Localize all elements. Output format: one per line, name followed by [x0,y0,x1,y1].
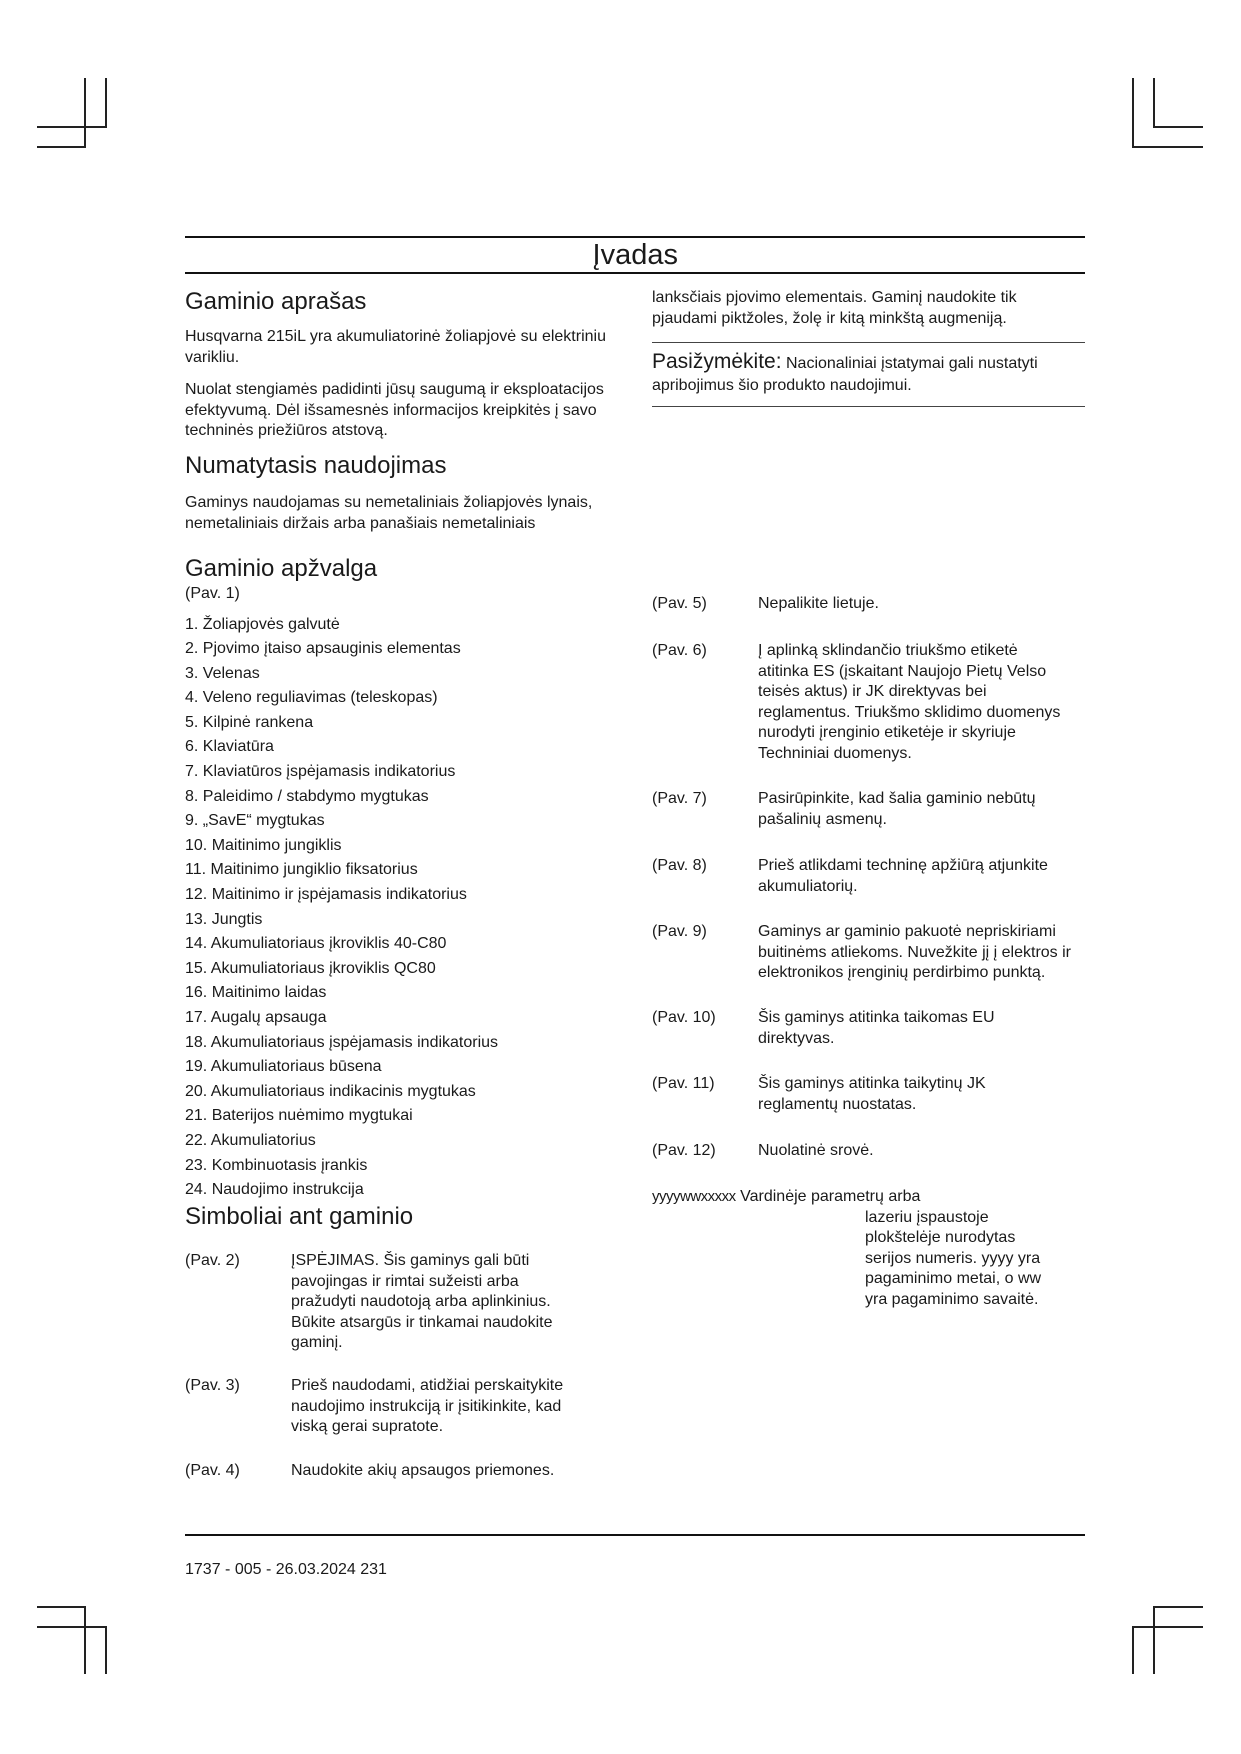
intended-use-heading: Numatytasis naudojimas [185,452,447,479]
title-rule-top [185,236,1085,238]
overview-item: 7. Klaviatūros įspėjamasis indikatorius [185,763,456,781]
overview-item: 4. Veleno reguliavimas (teleskopas) [185,689,438,707]
crop-mark [1132,1626,1203,1628]
symbol-ref: (Pav. 12) [652,1142,716,1159]
crop-mark [1132,1626,1134,1674]
overview-item: 17. Augalų apsauga [185,1009,327,1026]
symbol-ref: (Pav. 2) [185,1252,240,1269]
overview-figure-ref: (Pav. 1) [185,585,240,602]
symbol-text: Prieš atlikdami techninę apžiūrą atjunkite akumuliatorių. [758,857,1048,895]
symbol-entry [652,1074,1085,1115]
product-description-paragraph: Nuolat stengiamės padidinti jūsų saugumą ir eksploatacijos efektyvumą. Dėl išsamesnės informacijos kreipkitės į savo techninės priežiūros atstovą. [185,381,604,439]
symbol-entry [185,1251,625,1354]
symbol-entry [185,1376,625,1438]
crop-mark [1153,1606,1155,1674]
serial-text: lazeriu įspaustoje plokštelėje nurodytas serijos numeris. yyyy yra pagaminimo metai, o ww yra pagaminimo savaitė. [865,1208,1042,1308]
overview-item: 1. Žoliapjovės galvutė [185,615,340,633]
symbol-entry [652,1141,1085,1162]
note-label: Pasižymėkite: [652,350,782,373]
symbols-section [185,1202,625,1232]
symbol-text: Nuolatinė srovė. [758,1142,874,1159]
overview-item: 16. Maitinimo laidas [185,984,327,1002]
symbol-text: Šis gaminys atitinka taikomas EU direktyvas. [758,1009,995,1047]
serial-lead: Vardinėje parametrų arba [740,1188,921,1205]
crop-mark [105,1626,107,1674]
product-description-heading: Gaminio aprašas [185,288,367,315]
overview-item: 10. Maitinimo jungiklis [185,836,342,854]
intended-use-text: Gaminys naudojamas su nemetaliniais žoliapjovės lynais, nemetaliniais diržais arba panašiais nemetaliniais [185,494,593,532]
overview-item: 22. Akumuliatorius [185,1131,316,1149]
symbol-entry [652,856,1085,897]
overview-item: 8. Paleidimo / stabdymo mygtukas [185,787,429,805]
note-text: Nacionaliniai įstatymai gali nustatyti apribojimus šio produkto naudojimui. [652,355,1038,394]
overview-item: 11. Maitinimo jungiklio fiksatorius [185,861,418,879]
overview-item: 6. Klaviatūra [185,738,274,756]
page-title: Įvadas [592,239,678,271]
overview-item: 18. Akumuliatoriaus įspėjamasis indikatorius [185,1033,499,1051]
serial-number-entry [652,1187,1085,1310]
symbol-text: Nepalikite lietuje. [758,595,879,612]
crop-mark [105,78,107,126]
overview-item: 20. Akumuliatoriaus indikacinis mygtukas [185,1082,476,1100]
symbol-ref: (Pav. 9) [652,923,707,940]
symbol-text: Pasirūpinkite, kad šalia gaminio nebūtų pašalinių asmenų. [758,790,1036,828]
symbols-heading: Simboliai ant gaminio [185,1203,414,1230]
overview-item: 2. Pjovimo įtaiso apsauginis elementas [185,640,461,658]
symbol-ref: (Pav. 7) [652,790,707,807]
overview-item: 9. „SavE“ mygtukas [185,812,325,830]
symbol-text: Šis gaminys atitinka taikytinų JK reglamentų nuostatas. [758,1075,986,1113]
symbol-entry [652,594,1085,615]
symbol-ref: (Pav. 10) [652,1009,716,1026]
overview-item: 5. Kilpinė rankena [185,713,314,731]
symbol-text: Gaminys ar gaminio pakuotė nepriskiriami buitinėms atliekoms. Nuvežkite jį į elektros ir elektronikos įrenginių perdirbimo punktą. [758,923,1071,981]
crop-mark [1132,146,1203,148]
crop-mark [37,1606,86,1608]
footer-rule [185,1534,1085,1536]
title-rule-bottom [185,272,1085,274]
crop-mark [1153,78,1155,126]
symbol-entry [652,922,1085,984]
serial-code: yyyywwxxxxx [652,1188,736,1205]
overview-item: 24. Naudojimo instrukcija [185,1181,364,1199]
crop-mark [84,78,86,146]
overview-item: 21. Baterijos nuėmimo mygtukai [185,1107,413,1125]
crop-mark [1153,1606,1203,1608]
crop-mark [1153,126,1203,128]
symbol-entry [652,789,1085,830]
symbol-entry [185,1461,625,1482]
symbol-text: Prieš naudodami, atidžiai perskaitykite naudojimo instrukciją ir įsitikinkite, kad viską gerai supratote. [291,1377,564,1435]
page-footer: 1737 - 005 - 26.03.2024 231 [185,1561,387,1578]
overview-section [185,554,625,1203]
symbol-entry [652,1008,1085,1049]
intended-use-section [185,451,625,534]
overview-item: 3. Velenas [185,664,260,682]
product-description-paragraph: Husqvarna 215iL yra akumuliatorinė žoliapjovė su elektriniu varikliu. [185,328,606,366]
overview-item: 19. Akumuliatoriaus būsena [185,1058,382,1076]
symbol-text: Į aplinką sklindančio triukšmo etiketė atitinka ES (įskaitant Naujojo Pietų Velso teisės aktus) ir JK direktyvas bei reglamentus. Triukšmo sklidimo duomenys nurodyti įrenginio etiketėje ir skyriuje Techniniai duomenys. [758,642,1061,762]
overview-item: 14. Akumuliatoriaus įkroviklis 40-C80 [185,935,447,953]
symbol-ref: (Pav. 3) [185,1377,240,1394]
overview-item: 15. Akumuliatoriaus įkroviklis QC80 [185,959,436,977]
crop-mark [37,126,107,128]
symbol-text: ĮSPĖJIMAS. Šis gaminys gali būti pavojingas ir rimtai sužeisti arba pražudyti naudotoją arba aplinkinius. Būkite atsargūs ir tinkamai naudokite gaminį. [291,1252,553,1351]
product-description-section [185,287,625,442]
symbol-ref: (Pav. 6) [652,642,707,659]
note-box [652,342,1085,407]
overview-list [185,613,625,1203]
intended-use-continuation [652,288,1085,407]
overview-heading: Gaminio apžvalga [185,555,378,582]
symbol-entry [652,641,1085,764]
overview-item: 23. Kombinuotasis įrankis [185,1156,368,1174]
crop-mark [37,146,86,148]
crop-mark [37,1626,107,1628]
overview-item: 12. Maitinimo ir įspėjamasis indikatorius [185,886,467,904]
symbol-ref: (Pav. 8) [652,857,707,874]
overview-item: 13. Jungtis [185,910,263,928]
symbol-ref: (Pav. 5) [652,595,707,612]
crop-mark [84,1606,86,1674]
crop-mark [1132,78,1134,146]
symbol-ref: (Pav. 11) [652,1075,715,1092]
symbol-ref: (Pav. 4) [185,1462,240,1479]
intended-use-text-continued: lanksčiais pjovimo elementais. Gaminį naudokite tik pjaudami piktžoles, žolę ir kitą minkštą augmeniją. [652,289,1017,327]
symbol-text: Naudokite akių apsaugos priemones. [291,1462,555,1479]
